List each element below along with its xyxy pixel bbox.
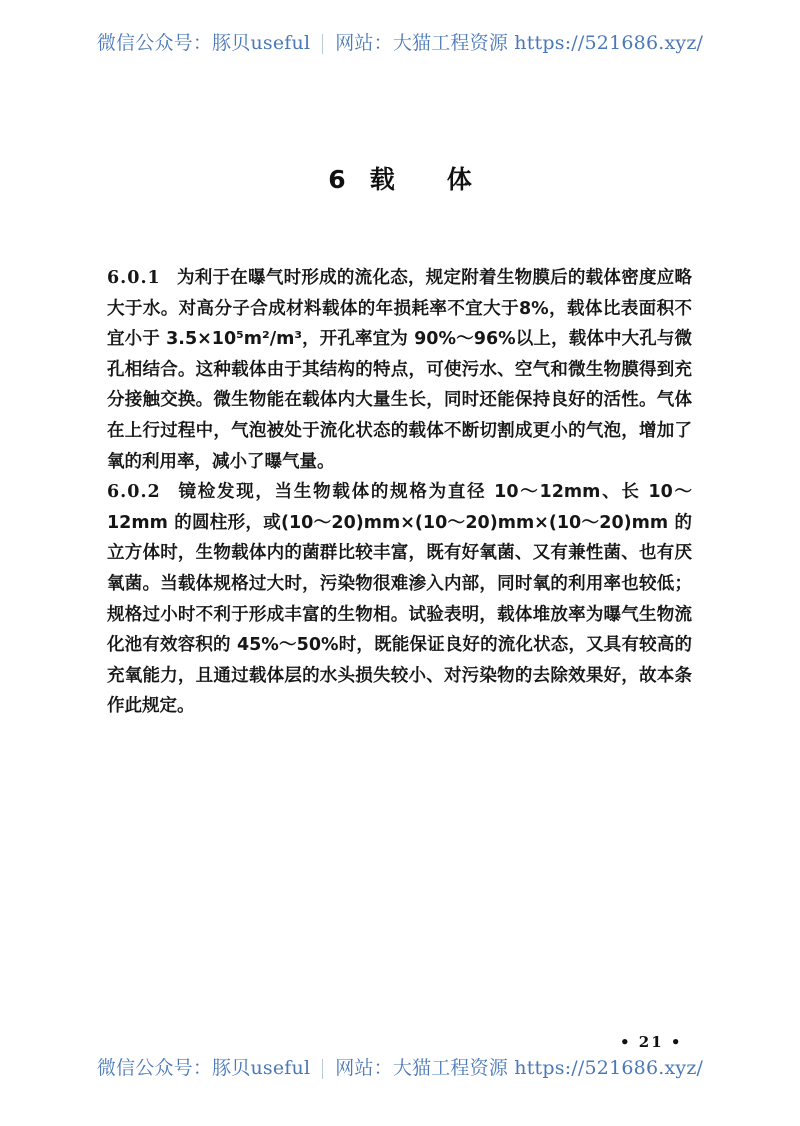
chapter-title-char-1: 载 [369, 165, 395, 194]
clause-text: 镜检发现，当生物载体的规格为直径 10～12mm、长 10～12mm 的圆柱形，或(10～20)mm×(10～20)mm×(10～20)mm 的立方体时，生物载体内的菌群比较丰富，既有好氧菌、又有兼性菌、也有厌氧菌。当载体规格过大时，污染物很难渗入内部，同时氧的利用率也较低；规格过小时不利于形成丰富的生物相。试验表明，载体堆放率为曝气生物流化池有效容积的 45%～50%时，既能保证良好的流化状态，又具有较高的充氧能力，且通过载体层的水头损失较小、对污染物的去除效果好，故本条作此规定。 [107, 482, 692, 717]
watermark-website-text: 网站：大猫工程资源 https://521686.xyz/ [335, 1057, 704, 1079]
watermark-bottom [0, 1053, 800, 1080]
clause-6-0-2 [107, 477, 692, 722]
document-body [107, 263, 692, 722]
chapter-title [0, 160, 800, 196]
clause-6-0-1 [107, 263, 692, 477]
clause-number: 6.0.2 [107, 482, 161, 503]
page-number: • 21 • [620, 1033, 683, 1051]
clause-text: 为利于在曝气时形成的流化态，规定附着生物膜后的载体密度应略大于水。对高分子合成材料载体的年损耗率不宜大于8%，载体比表面积不宜小于 3.5×10⁵m²/m³，开孔率宜为 90%～96%以上，载体中大孔与微孔相结合。这种载体由于其结构的特点，可使污水、空气和微生物膜得到充分接触交换。微生物能在载体内大量生长，同时还能保持良好的活性。气体在上行过程中，气泡被处于流化状态的载体不断切割成更小的气泡，增加了氧的利用率，减小了曝气量。 [107, 268, 692, 472]
chapter-number: 6 [328, 165, 346, 194]
watermark-wechat-text: 微信公众号：豚贝useful [96, 1057, 311, 1079]
watermark-website-text: 网站：大猫工程资源 https://521686.xyz/ [335, 32, 704, 54]
watermark-top [0, 28, 800, 55]
watermark-separator [322, 1059, 323, 1079]
watermark-wechat-text: 微信公众号：豚贝useful [96, 32, 311, 54]
watermark-separator [322, 34, 323, 54]
clause-number: 6.0.1 [107, 268, 161, 288]
chapter-title-char-2: 体 [446, 165, 472, 194]
